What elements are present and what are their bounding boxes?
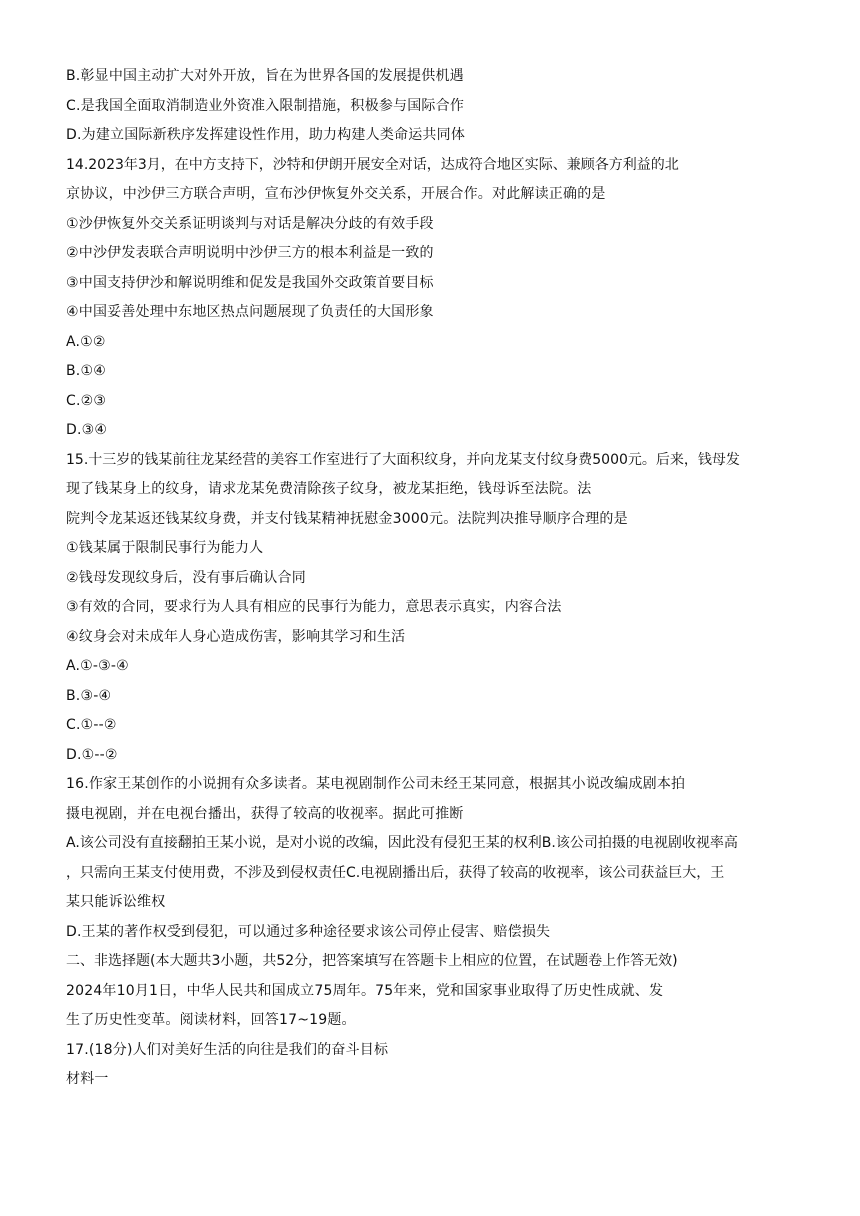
statement-line: ④纹身会对未成年人身心造成伤害，影响其学习和生活 — [66, 628, 406, 645]
option-line: 某只能诉讼维权 — [66, 894, 166, 910]
statement-line: ②钱母发现纹身后，没有事后确认合同 — [66, 569, 306, 586]
option-line: B.①④ — [66, 363, 106, 379]
option-line: D.王某的著作权受到侵犯，可以通过多种途径要求该公司停止侵害、赔偿损失 — [66, 923, 551, 940]
section-intro: 生了历史性变革。阅读材料，回答17~19题。 — [66, 1012, 356, 1028]
statement-line: ①钱某属于限制民事行为能力人 — [66, 540, 264, 556]
statement-line: ③中国支持伊沙和解说明维和促发是我国外交政策首要目标 — [66, 274, 434, 291]
option-line: ，只需向王某支付使用费，不涉及到侵权责任C.电视剧播出后，获得了较高的收视率，该公司获益巨大，王 — [66, 864, 725, 881]
question-16-stem: 摄电视剧，并在电视台播出，获得了较高的收视率。据此可推断 — [66, 805, 464, 822]
option-line: C.①--② — [66, 717, 117, 733]
statement-line: ③有效的合同，要求行为人具有相应的民事行为能力，意思表示真实，内容合法 — [66, 599, 562, 615]
question-14-stem: 14.2023年3月，在中方支持下，沙特和伊朗开展安全对话，达成符合地区实际、兼顾各方利益的北 — [66, 156, 679, 173]
option-line: A.①-③-④ — [66, 658, 129, 674]
statement-line: ④中国妥善处理中东地区热点问题展现了负责任的大国形象 — [66, 304, 434, 320]
statement-line: ①沙伊恢复外交关系证明谈判与对话是解决分歧的有效手段 — [66, 215, 434, 232]
section-intro: 2024年10月1日，中华人民共和国成立75周年。75年来，党和国家事业取得了历史性成就、发 — [66, 982, 664, 999]
section-heading: 二、非选择题(本大题共3小题，共52分，把答案填写在答题卡上相应的位置，在试题卷上作答无效) — [66, 953, 678, 969]
question-14-stem: 京协议，中沙伊三方联合声明，宣布沙伊恢复外交关系，开展合作。对此解读正确的是 — [66, 186, 606, 202]
option-line: D.①--② — [66, 746, 118, 763]
option-line: D.为建立国际新秩序发挥建设性作用，助力构建人类命运共同体 — [66, 127, 466, 143]
material-label: 材料一 — [66, 1071, 109, 1087]
question-17-stem: 17.(18分)人们对美好生活的向往是我们的奋斗目标 — [66, 1041, 389, 1058]
document-page — [66, 62, 806, 1095]
option-line: D.③④ — [66, 422, 108, 438]
option-line: B.彰显中国主动扩大对外开放，旨在为世界各国的发展提供机遇 — [66, 68, 464, 84]
option-line: C.是我国全面取消制造业外资准入限制措施，积极参与国际合作 — [66, 97, 465, 114]
question-15-stem: 院判令龙某返还钱某纹身费，并支付钱某精神抚慰金3000元。法院判决推导顺序合理的是 — [66, 510, 628, 527]
question-15-stem: 15.十三岁的钱某前往龙某经营的美容工作室进行了大面积纹身，并向龙某支付纹身费5000元。后来，钱母发 — [66, 451, 740, 468]
option-line: A.该公司没有直接翻拍王某小说，是对小说的改编，因此没有侵犯王某的权利B.该公司拍摄的电视剧收视率高 — [66, 835, 738, 851]
option-line: A.①② — [66, 333, 106, 350]
statement-line: ②中沙伊发表联合声明说明中沙伊三方的根本利益是一致的 — [66, 245, 434, 261]
question-15-stem: 现了钱某身上的纹身，请求龙某免费清除孩子纹身，被龙某拒绝，钱母诉至法院。法 — [66, 481, 592, 497]
question-16-stem: 16.作家王某创作的小说拥有众多读者。某电视剧制作公司未经王某同意，根据其小说改编成剧本拍 — [66, 776, 686, 792]
option-line: B.③-④ — [66, 687, 112, 704]
option-line: C.②③ — [66, 392, 107, 409]
